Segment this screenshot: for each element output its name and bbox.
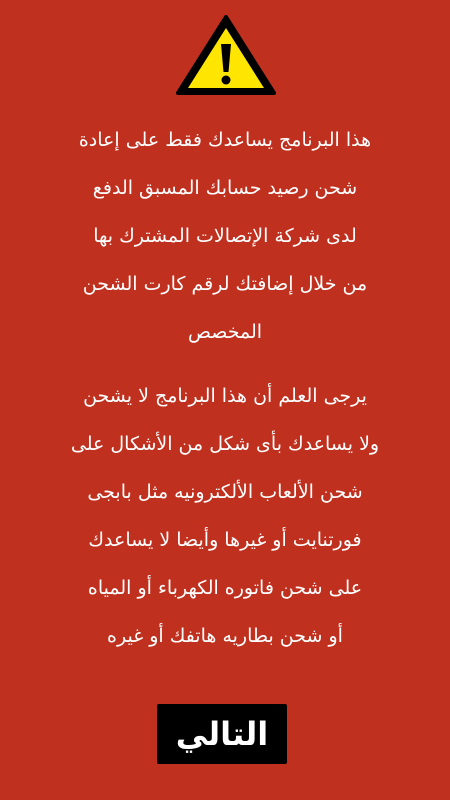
notice-line: لدى شركة الإتصالات المشترك بها xyxy=(93,225,357,247)
notice-paragraph-2 xyxy=(30,372,420,660)
notice-line: المخصص xyxy=(187,321,263,343)
notice-line: شحن رصيد حسابك المسبق الدفع xyxy=(92,177,358,199)
notice-line: على شحن فاتوره الكهرباء أو المياه xyxy=(87,577,363,599)
notice-line: شحن الألعاب الألكترونيه مثل بابجى xyxy=(87,481,363,503)
warning-triangle-icon xyxy=(175,14,277,96)
notice-line: أو شحن بطاريه هاتفك أو غيره xyxy=(107,625,343,647)
notice-paragraph-1 xyxy=(30,116,420,356)
notice-line: هذا البرنامج يساعدك فقط على إعادة xyxy=(78,129,372,151)
notice-line: من خلال إضافتك لرقم كارت الشحن xyxy=(82,273,368,295)
notice-line: ولا يساعدك بأى شكل من الأشكال على xyxy=(70,433,380,455)
notice-line: فورتنايت أو غيرها وأيضا لا يساعدك xyxy=(88,529,362,551)
next-button[interactable]: التالي xyxy=(157,704,287,764)
notice-line: يرجى العلم أن هذا البرنامج لا يشحن xyxy=(83,385,367,407)
